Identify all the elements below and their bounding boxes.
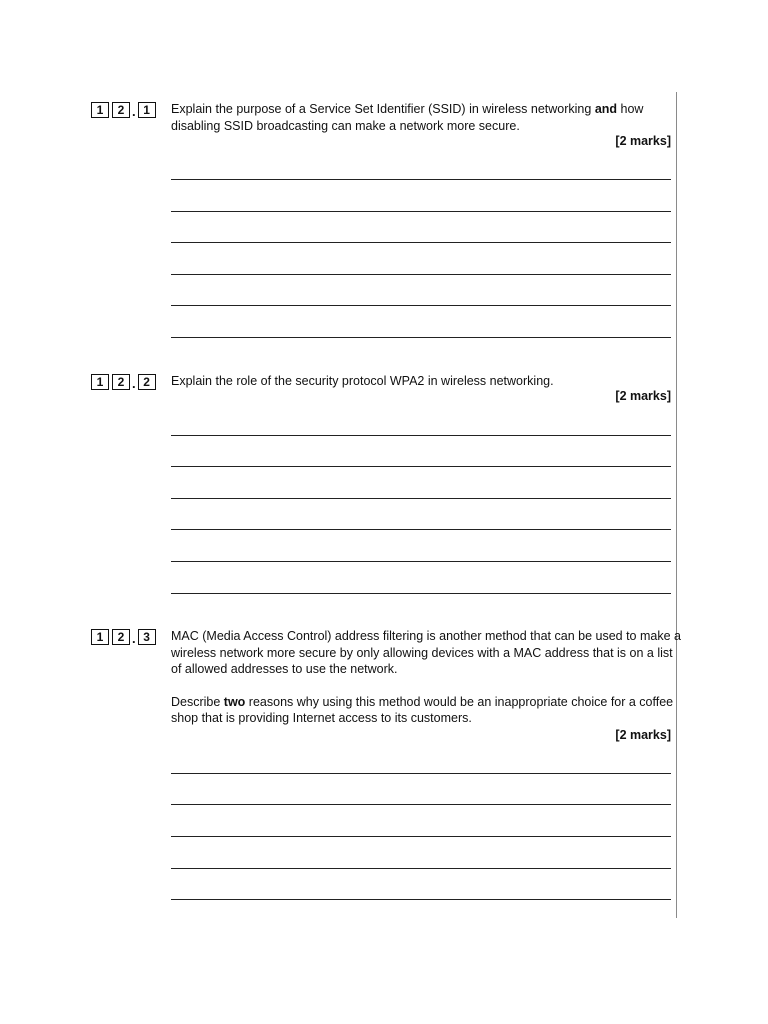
question-number-12-1 bbox=[91, 100, 159, 118]
answer-line[interactable] bbox=[171, 211, 671, 212]
number-separator: . bbox=[132, 104, 136, 119]
digit-box: 1 bbox=[91, 374, 109, 390]
question-text: Describe bbox=[171, 694, 224, 709]
marks-label: [2 marks] bbox=[615, 134, 671, 148]
answer-line[interactable] bbox=[171, 305, 671, 306]
question-number-12-2 bbox=[91, 372, 159, 390]
question-text-12-2 bbox=[171, 373, 681, 390]
answer-line[interactable] bbox=[171, 466, 671, 467]
answer-line[interactable] bbox=[171, 498, 671, 499]
answer-line[interactable] bbox=[171, 593, 671, 594]
question-text: Explain the role of the security protocol WPA2 in wireless networking. bbox=[171, 374, 554, 388]
answer-line[interactable] bbox=[171, 836, 671, 837]
answer-line[interactable] bbox=[171, 868, 671, 869]
digit-box: 2 bbox=[112, 374, 130, 390]
answer-line[interactable] bbox=[171, 242, 671, 243]
question-text: Explain the purpose of a Service Set Identifier (SSID) in wireless networking bbox=[171, 102, 595, 116]
digit-box: 1 bbox=[138, 102, 156, 118]
margin-rule bbox=[676, 92, 677, 918]
answer-line[interactable] bbox=[171, 804, 671, 805]
answer-line[interactable] bbox=[171, 529, 671, 530]
emphasis: two bbox=[223, 694, 246, 709]
digit-box: 2 bbox=[138, 374, 156, 390]
digit-box: 1 bbox=[91, 102, 109, 118]
question-text: how disabling SSID broadcasting can make a network more secure. bbox=[171, 102, 644, 133]
number-separator: . bbox=[132, 376, 136, 391]
answer-line[interactable] bbox=[171, 274, 671, 275]
marks-label: [2 marks] bbox=[615, 389, 671, 403]
question-text: reasons why using this method would be an inappropriate choice for a coffee shop that is providing Internet access to its customers. bbox=[171, 694, 674, 725]
question-paragraph: MAC (Media Access Control) address filtering is another method that can be used to make a wireless network more secure by only allowing devices with a MAC address that is on a list of allowed addresses to use the network. bbox=[171, 629, 681, 676]
answer-line[interactable] bbox=[171, 435, 671, 436]
answer-line[interactable] bbox=[171, 561, 671, 562]
answer-line[interactable] bbox=[171, 179, 671, 180]
marks-label: [2 marks] bbox=[615, 728, 671, 742]
answer-line[interactable] bbox=[171, 337, 671, 338]
question-text-12-3 bbox=[171, 628, 681, 727]
answer-line[interactable] bbox=[171, 773, 671, 774]
digit-box: 1 bbox=[91, 629, 109, 645]
emphasis: and bbox=[594, 102, 618, 116]
digit-box: 2 bbox=[112, 102, 130, 118]
digit-box: 3 bbox=[138, 629, 156, 645]
answer-line[interactable] bbox=[171, 899, 671, 900]
question-number-12-3 bbox=[91, 627, 159, 645]
number-separator: . bbox=[132, 631, 136, 646]
question-text-12-1 bbox=[171, 101, 681, 134]
digit-box: 2 bbox=[112, 629, 130, 645]
